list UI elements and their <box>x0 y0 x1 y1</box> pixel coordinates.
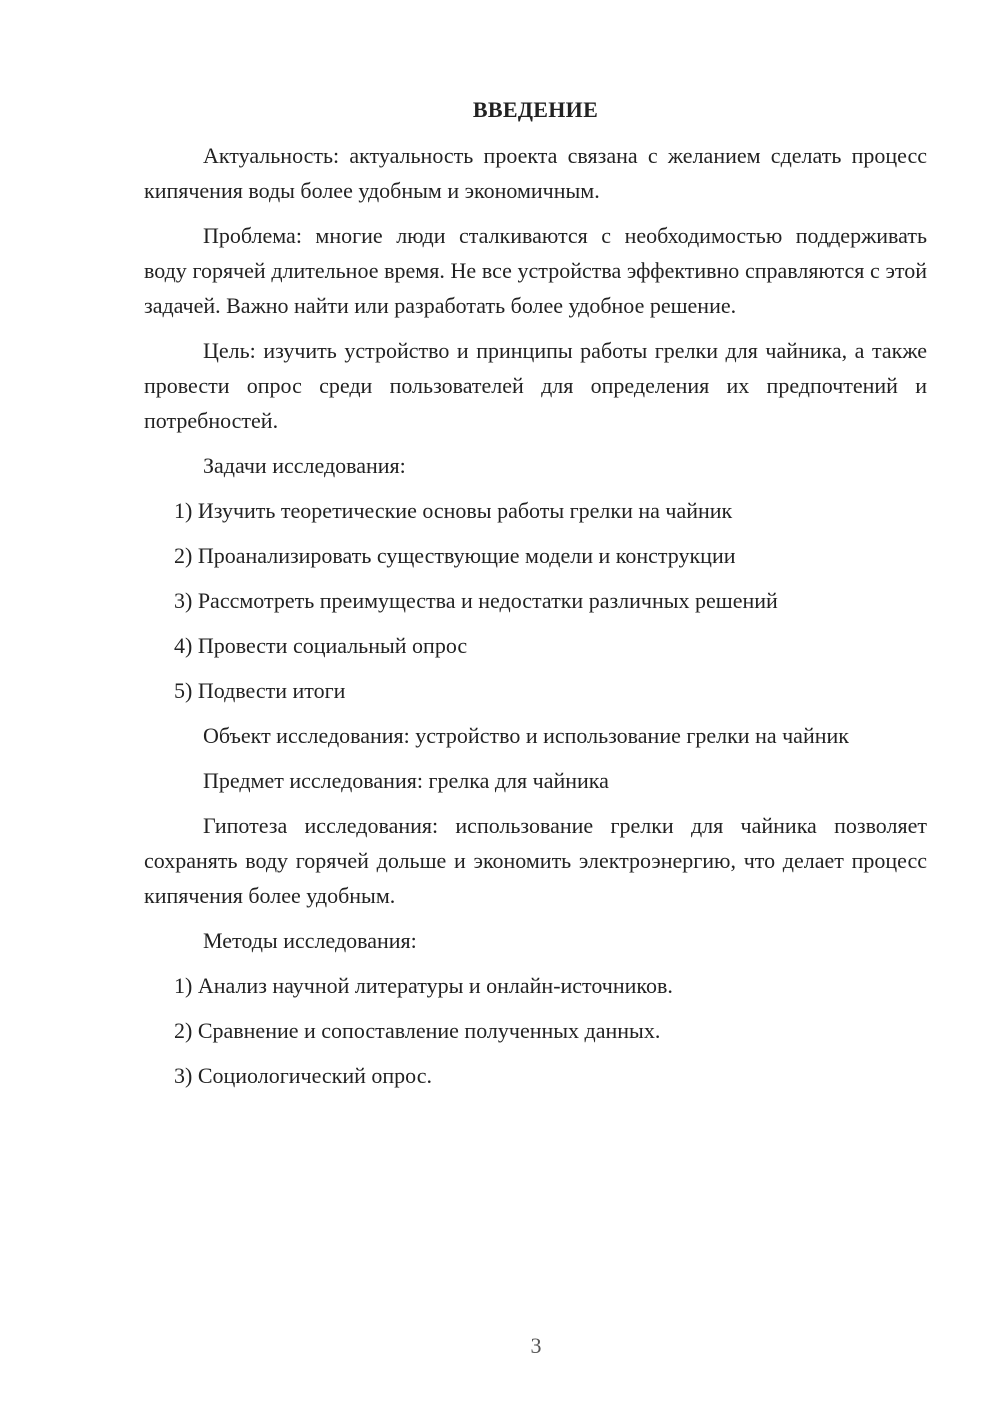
method-item: 3) Социологический опрос. <box>174 1063 432 1088</box>
task-item: 4) Провести социальный опрос <box>174 633 468 658</box>
task-item: 3) Рассмотреть преимущества и недостатки различных решений <box>174 588 778 613</box>
task-item: 2) Проанализировать существующие модели и конструкции <box>174 543 736 568</box>
task-item: 5) Подвести итоги <box>174 678 346 703</box>
task-item: 1) Изучить теоретические основы работы грелки на чайник <box>174 498 733 523</box>
goal-paragraph: Цель: изучить устройство и принципы работы грелки для чайника, а также провести опрос среди пользователей для определения их предпочтений и потребностей. <box>144 338 927 433</box>
object-paragraph: Объект исследования: устройство и использование грелки на чайник <box>203 723 849 748</box>
methods-heading: Методы исследования: <box>203 928 417 953</box>
page-content <box>144 92 927 1103</box>
page-number: 3 <box>530 1333 542 1358</box>
hypothesis-paragraph: Гипотеза исследования: использование грелки для чайника позволяет сохранять воду горячей дольше и экономить электроэнергию, что делает процесс кипячения более удобным. <box>144 813 927 908</box>
relevance-paragraph: Актуальность: актуальность проекта связана с желанием сделать процесс кипячения воды более удобным и экономичным. <box>144 143 927 203</box>
problem-paragraph: Проблема: многие люди сталкиваются с необходимостью поддерживать воду горячей длительное время. Не все устройства эффективно справляются с этой задачей. Важно найти или разработать более удобное решение. <box>144 223 927 318</box>
tasks-heading: Задачи исследования: <box>203 453 406 478</box>
subject-paragraph: Предмет исследования: грелка для чайника <box>203 768 609 793</box>
method-item: 2) Сравнение и сопоставление полученных данных. <box>174 1018 661 1043</box>
method-item: 1) Анализ научной литературы и онлайн-источников. <box>174 973 673 998</box>
section-title: ВВЕДЕНИЕ <box>472 97 599 122</box>
